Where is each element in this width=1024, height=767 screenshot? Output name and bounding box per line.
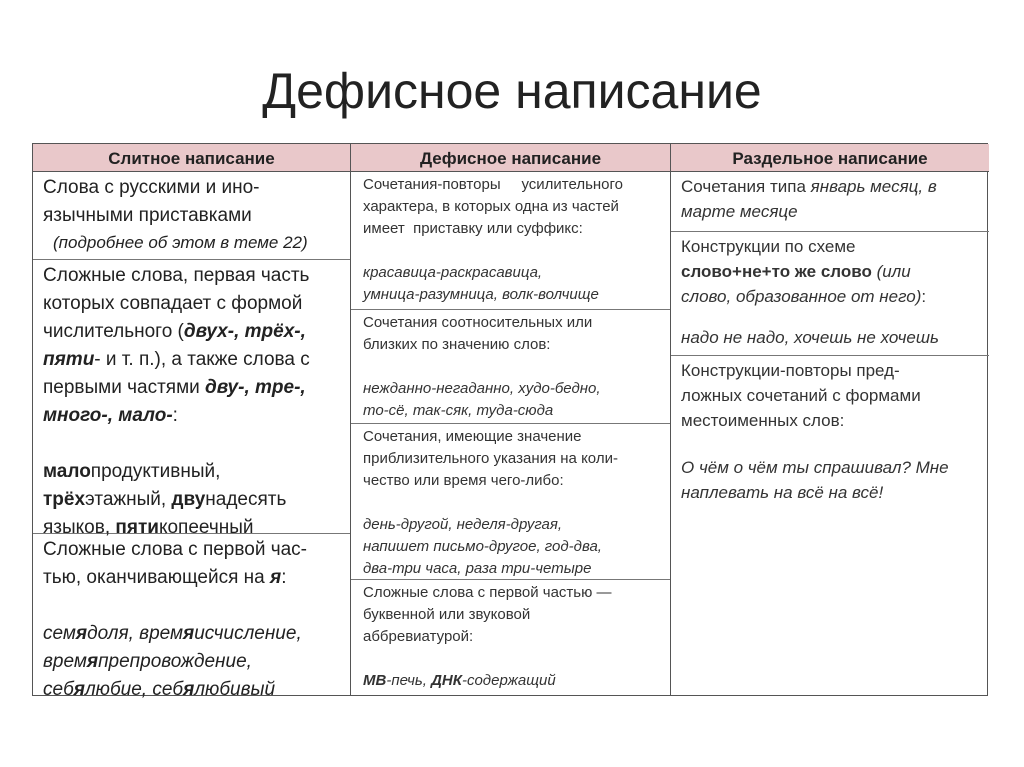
header-hyphen: Дефисное написание bbox=[351, 144, 670, 172]
separate-row-pronouns bbox=[671, 356, 989, 696]
text-line: Сложные слова, первая часть bbox=[43, 265, 310, 286]
text-line: приблизительного указания на коли- bbox=[363, 450, 618, 467]
text-line: Слова с русскими и ино- bbox=[43, 177, 260, 198]
hyphen-row-repeats bbox=[351, 172, 670, 310]
example-line: семядоля, времяисчисление, bbox=[43, 623, 302, 644]
example-line: день-другой, неделя-другая, bbox=[363, 516, 563, 533]
text-line: пяти- и т. п.), а также слова с bbox=[43, 349, 310, 370]
example-line: О чём о чём ты спрашивал? Мне bbox=[681, 458, 949, 477]
solid-row-ya bbox=[33, 534, 350, 700]
text-line: много-, мало-: bbox=[43, 405, 178, 426]
text-line: Сложные слова с первой частью — bbox=[363, 584, 612, 601]
text-line: числительного (двух-, трёх-, bbox=[43, 321, 306, 342]
text-line: Сочетания типа январь месяц, в bbox=[681, 177, 937, 196]
column-hyphen bbox=[351, 144, 671, 695]
text-line: Конструкции по схеме bbox=[681, 237, 856, 256]
text-line: Сложные слова с первой час- bbox=[43, 539, 308, 560]
text-line: близких по значению слов: bbox=[363, 336, 551, 353]
column-solid bbox=[33, 144, 351, 700]
column-separate bbox=[671, 144, 989, 695]
spelling-table bbox=[32, 143, 988, 700]
text-line: Сочетания, имеющие значение bbox=[363, 428, 582, 445]
text-line: Сочетания-повторы усилительного bbox=[363, 176, 624, 193]
text-line: первыми частями дву-, тре-, bbox=[43, 377, 306, 398]
text-line: которых совпадает с формой bbox=[43, 293, 303, 314]
hyphen-row-approx bbox=[351, 424, 670, 580]
text-line: слово, образованное от него): bbox=[681, 287, 927, 306]
solid-row-prefixes bbox=[33, 172, 350, 260]
header-solid: Слитное написание bbox=[33, 144, 350, 172]
example-line: красавица-раскрасавица, bbox=[363, 264, 543, 281]
example-line: МВ-печь, ДНК-содержащий bbox=[363, 672, 556, 689]
text-line: ложных сочетаний с формами bbox=[681, 386, 921, 405]
separate-row-ne bbox=[671, 232, 989, 356]
example-line: наплевать на всё на всё! bbox=[681, 483, 884, 502]
example-line: надо не надо, хочешь не хочешь bbox=[681, 328, 939, 347]
example-line: умница-разумница, волк-волчище bbox=[363, 286, 599, 303]
text-line: Конструкции-повторы пред- bbox=[681, 361, 900, 380]
text-line: аббревиатурой: bbox=[363, 628, 474, 645]
page-title: Дефисное написание bbox=[262, 63, 762, 119]
header-separate: Раздельное написание bbox=[671, 144, 989, 172]
example-line: нежданно-негаданно, худо-бедно, bbox=[363, 380, 601, 397]
text-line: тью, оканчивающейся на я: bbox=[43, 567, 287, 588]
hyphen-row-abbrev bbox=[351, 580, 670, 696]
text-line: язычными приставками bbox=[43, 205, 252, 226]
text-line: Сочетания соотносительных или bbox=[363, 314, 593, 331]
hyphen-row-related bbox=[351, 310, 670, 424]
text-line: марте месяце bbox=[681, 202, 798, 221]
example-line: два-три часа, раза три-четыре bbox=[363, 560, 592, 577]
example-line: малопродуктивный, bbox=[43, 461, 221, 482]
text-line: характера, в которых одна из частей bbox=[363, 198, 619, 215]
example-line: себялюбие, себялюбивый bbox=[43, 679, 276, 700]
text-line: местоименных слов: bbox=[681, 411, 845, 430]
example-line: времяпрепровождение, bbox=[43, 651, 252, 672]
example-line: то-сё, так-сяк, туда-сюда bbox=[363, 402, 554, 419]
text-line: слово+не+то же слово (или bbox=[681, 262, 911, 281]
text-line: имеет приставку или суффикс: bbox=[363, 220, 583, 237]
example-line: напишет письмо-другое, год-два, bbox=[363, 538, 602, 555]
solid-row-numerals bbox=[33, 260, 350, 538]
example-line: языков, пятикопеечный bbox=[43, 517, 254, 538]
separate-row-month bbox=[671, 172, 989, 232]
text-line: чество или время чего-либо: bbox=[363, 472, 564, 489]
note: (подробнее об этом в теме 22) bbox=[53, 233, 308, 252]
example-line: трёхэтажный, двунадесять bbox=[43, 489, 287, 510]
text-line: буквенной или звуковой bbox=[363, 606, 531, 623]
